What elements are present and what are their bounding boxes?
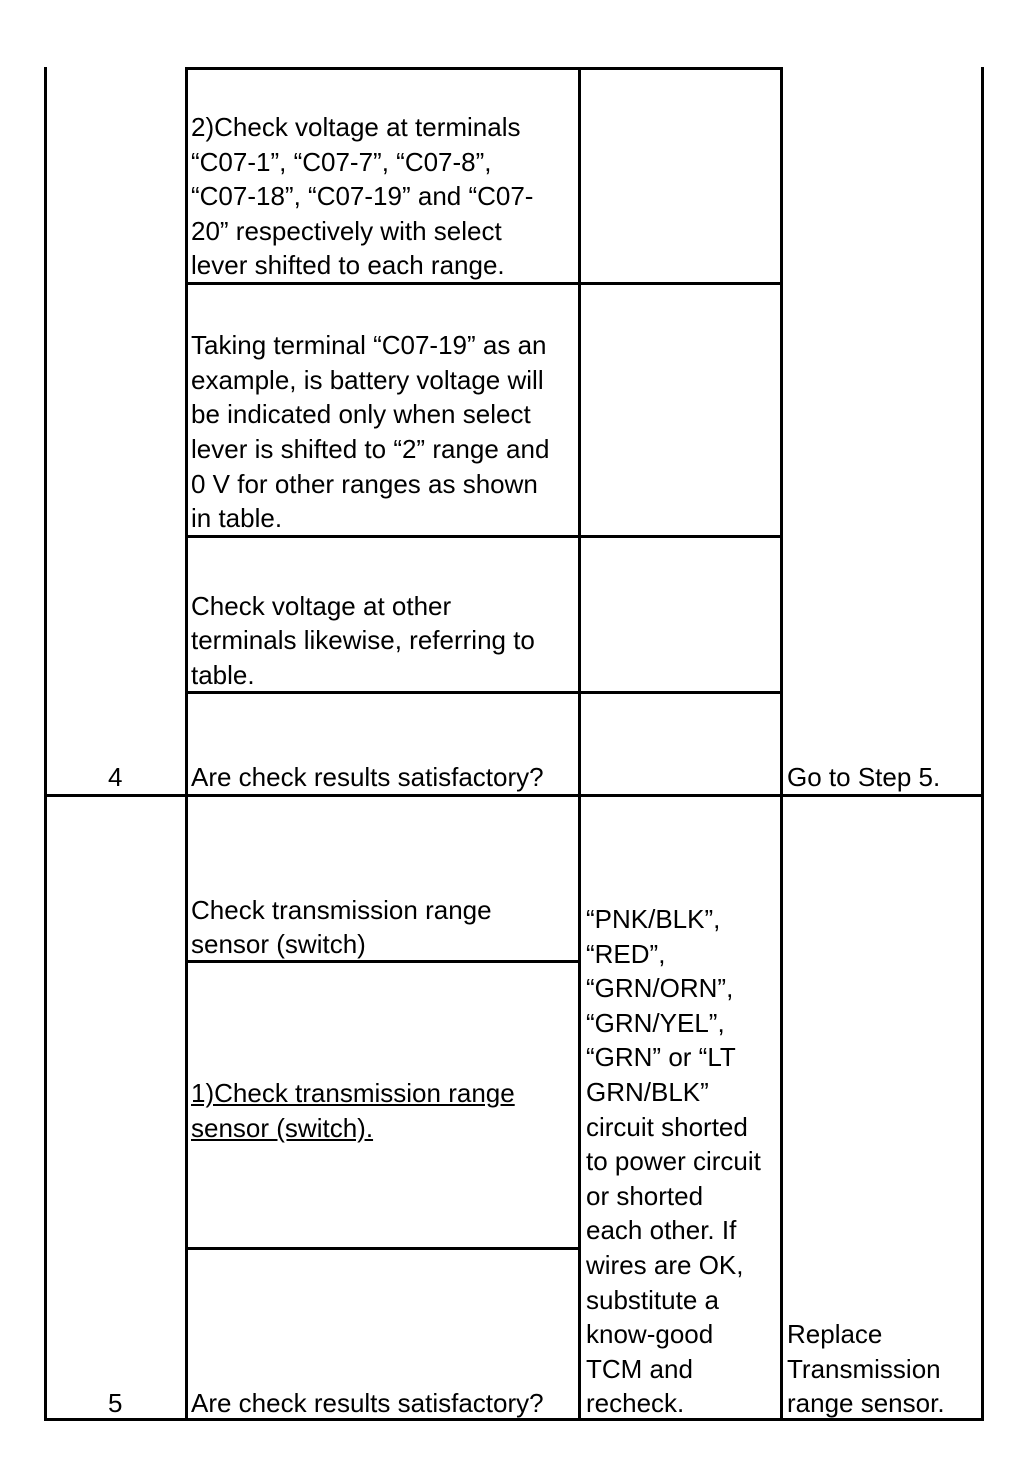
- step4-example-line-6: in table.: [191, 503, 283, 533]
- step4-example-line-4: lever is shifted to “2” range and: [191, 434, 550, 464]
- step5-yes-line-10: each other. If: [586, 1215, 737, 1245]
- step5-yes-line-2: “RED”,: [586, 939, 666, 969]
- step5-yes-line-9: or shorted: [586, 1181, 704, 1211]
- step4-action-line-1: 2)Check voltage at terminals: [191, 112, 521, 142]
- step5-yes-line-6: GRN/BLK”: [586, 1077, 709, 1107]
- step5-no-line-3: range sensor.: [787, 1388, 945, 1418]
- step5-yes-line-3: “GRN/ORN”,: [586, 973, 734, 1003]
- step5-question: Are check results satisfactory?: [191, 1388, 544, 1418]
- step5-yes-line-8: to power circuit: [586, 1146, 761, 1176]
- step4-other-terminals-line-3: table.: [191, 660, 255, 690]
- step5-action-line-1: 1)Check transmission range: [191, 1078, 515, 1108]
- step5-number: 5: [108, 1388, 123, 1418]
- step4-number: 4: [108, 762, 123, 792]
- step5-yes-line-14: TCM and: [586, 1354, 693, 1384]
- col-divider-yes: [578, 67, 581, 1421]
- step4-yes-result: Go to Step 5.: [787, 762, 941, 792]
- step5-title-line-2: sensor (switch): [191, 929, 366, 959]
- step4-example-line-1: Taking terminal “C07-19” as an: [191, 330, 547, 360]
- step5-no-line-2: Transmission: [787, 1354, 941, 1384]
- step5-yes-line-1: “PNK/BLK”,: [586, 904, 721, 934]
- row-divider-5b: [185, 1247, 580, 1250]
- step5-yes-line-5: “GRN” or “LT: [586, 1042, 736, 1072]
- step5-yes-line-15: recheck.: [586, 1388, 685, 1418]
- col-divider-action: [185, 67, 188, 1421]
- row-top-border: [185, 67, 783, 70]
- step4-question: Are check results satisfactory?: [191, 762, 544, 792]
- step4-example-line-3: be indicated only when select: [191, 399, 531, 429]
- step4-action-line-4: 20” respectively with select: [191, 216, 502, 246]
- step4-example-line-5: 0 V for other ranges as shown: [191, 469, 538, 499]
- step5-yes-line-7: circuit shorted: [586, 1112, 748, 1142]
- step4-other-terminals-line-2: terminals likewise, referring to: [191, 625, 535, 655]
- table-border-right: [981, 67, 984, 1421]
- step5-yes-line-13: know-good: [586, 1319, 714, 1349]
- step5-yes-line-12: substitute a: [586, 1285, 719, 1315]
- step5-title-line-1: Check transmission range: [191, 895, 492, 925]
- step4-action-line-5: lever shifted to each range.: [191, 250, 505, 280]
- step4-action-line-3: “C07-18”, “C07-19” and “C07-: [191, 181, 534, 211]
- row-divider-4c: [185, 691, 783, 694]
- step5-yes-line-4: “GRN/YEL”,: [586, 1008, 725, 1038]
- table-border-left: [44, 67, 47, 1421]
- col-divider-no: [780, 67, 783, 1421]
- step5-no-line-1: Replace: [787, 1319, 883, 1349]
- step4-other-terminals-line-1: Check voltage at other: [191, 591, 452, 621]
- step5-action-line-2: sensor (switch).: [191, 1113, 374, 1143]
- step4-action-line-2: “C07-1”, “C07-7”, “C07-8”,: [191, 147, 492, 177]
- step5-yes-line-11: wires are OK,: [586, 1250, 744, 1280]
- step4-example-line-2: example, is battery voltage will: [191, 365, 544, 395]
